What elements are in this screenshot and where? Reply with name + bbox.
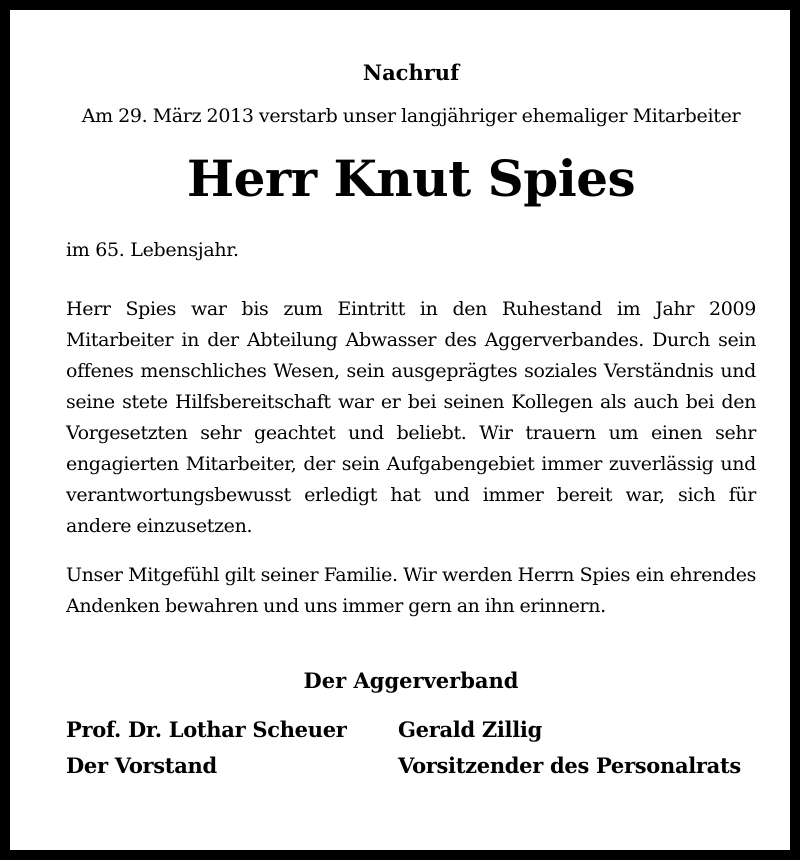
signatory-left-name: Prof. Dr. Lothar Scheuer <box>66 717 347 742</box>
age-line: im 65. Lebensjahr. <box>66 239 239 261</box>
signature-block <box>66 712 756 784</box>
obituary-content <box>66 50 756 784</box>
signatory-right-role: Vorsitzender des Personalrats <box>398 753 741 778</box>
signatory-left-role: Der Vorstand <box>66 753 217 778</box>
deceased-name: Herr Knut Spies <box>186 149 636 208</box>
tribute-paragraph: Herr Spies war bis zum Eintritt in den Ruhestand im Jahr 2009 Mitarbeiter in der Abteilung Abwasser des Aggerverbandes. Durch sein offenes menschliches Wesen, sein ausgeprägtes soziales Verständnis und seine stete Hilfsbereitschaft war er bei seinen Kollegen als auch bei den Vorgesetzten sehr geachtet und beliebt. Wir trauern um einen sehr engagierten Mitarbeiter, der sein Aufgabengebiet immer zuverlässig und verantwortungsbewusst erledigt hat und immer bereit war, sich für andere einzusetzen. <box>66 298 756 537</box>
signatory-right-name: Gerald Zillig <box>398 717 542 742</box>
organization-name: Der Aggerverband <box>303 668 519 693</box>
obituary-heading: Nachruf <box>362 60 460 85</box>
intro-line: Am 29. März 2013 verstarb unser langjähriger ehemaliger Mitarbeiter <box>81 105 741 127</box>
condolence-paragraph: Unser Mitgefühl gilt seiner Familie. Wir werden Herrn Spies ein ehrendes Andenken bewahren und uns immer gern an ihn erinnern. <box>66 564 756 617</box>
